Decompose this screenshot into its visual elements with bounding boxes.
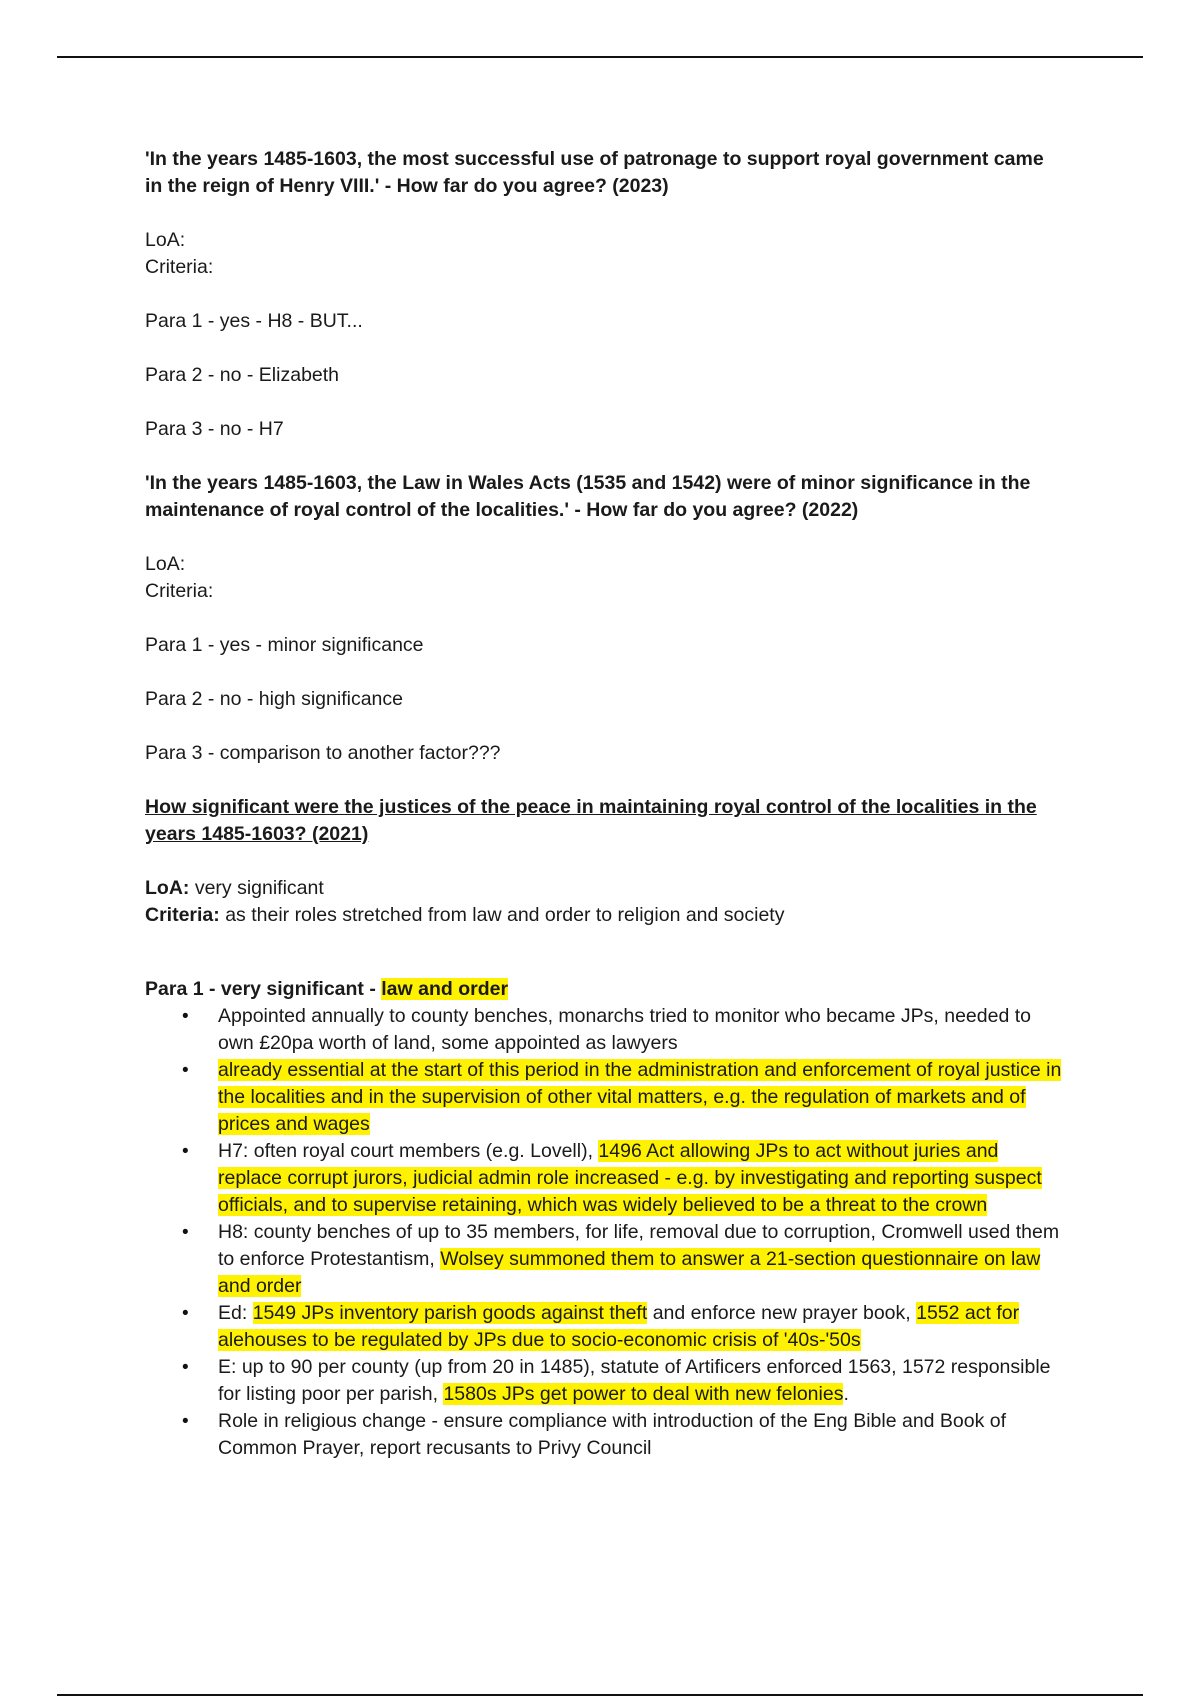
q2023-criteria: Criteria: (145, 256, 214, 278)
bullet-item (145, 1003, 1065, 1057)
bullet-highlight: already essential at the start of this period in the administration and enforcement of royal justice in the localities and in the supervision of other vital matters, e.g. the regulation of markets and of prices and wages (218, 1059, 1062, 1135)
bullet-highlight: 1549 JPs inventory parish goods against theft (252, 1302, 648, 1324)
q2021-criteria-label: Criteria: (145, 904, 220, 926)
q2022-para3: Para 3 - comparison to another factor??? (145, 742, 501, 764)
q2023-loa: LoA: (145, 229, 186, 251)
bullet-text: and enforce new prayer book, (647, 1302, 917, 1324)
document-body (145, 146, 1065, 1462)
q2023-para3: Para 3 - no - H7 (145, 418, 284, 440)
bullet-text: Appointed annually to county benches, monarchs tried to monitor who became JPs, needed to own £20pa worth of land, some appointed as lawyers (218, 1005, 1031, 1054)
para1-bullet-list (145, 1003, 1065, 1462)
q2021-para1-heading (145, 976, 1065, 1003)
bullet-highlight: 1580s JPs get power to deal with new felonies (443, 1383, 844, 1405)
bullet-item (145, 1408, 1065, 1462)
q2021-loa-value: very significant (189, 877, 324, 899)
bullet-highlight: Wolsey summoned them to answer a 21-section questionnaire on law and order (218, 1248, 1041, 1297)
q2022-criteria: Criteria: (145, 580, 214, 602)
q2023-para2: Para 2 - no - Elizabeth (145, 364, 340, 386)
bullet-text: E: up to 90 per county (up from 20 in 1485), statute of Artificers enforced 1563, 1572 responsible for listing poor per parish, (218, 1356, 1051, 1405)
q2023-para1: Para 1 - yes - H8 - BUT... (145, 310, 363, 332)
bullet-highlight: 1496 Act allowing JPs to act without juries and replace corrupt jurors, judicial admin role increased - e.g. by investigating and reporting suspect officials, and to supervise retaining, which was widely believed to be a threat to the crown (218, 1140, 1042, 1216)
bullet-text: . (843, 1383, 849, 1405)
bullet-item (145, 1057, 1065, 1138)
q2021-loa (145, 875, 1065, 902)
q2021-criteria (145, 902, 1065, 929)
bullet-highlight: 1552 act for alehouses to be regulated by JPs due to socio-economic crisis of '40s-'50s (218, 1302, 1020, 1351)
bullet-item (145, 1219, 1065, 1300)
q2022-para1: Para 1 - yes - minor significance (145, 634, 424, 656)
bullet-text: Role in religious change - ensure compliance with introduction of the Eng Bible and Book of Common Prayer, report recusants to Privy Council (218, 1410, 1007, 1459)
bottom-rule (57, 1694, 1143, 1696)
top-rule (57, 56, 1143, 58)
question-2021-title: How significant were the justices of the peace in maintaining royal control of the localities in the years 1485-1603? (2021) (145, 796, 1037, 845)
question-2022-title: 'In the years 1485-1603, the Law in Wales Acts (1535 and 1542) were of minor significance in the maintenance of royal control of the localities.' - How far do you agree? (2022) (145, 472, 1031, 521)
question-2023-title: 'In the years 1485-1603, the most successful use of patronage to support royal government came in the reign of Henry VIII.' - How far do you agree? (2023) (145, 148, 1044, 197)
q2022-loa: LoA: (145, 553, 186, 575)
bullet-item (145, 1354, 1065, 1408)
bullet-item (145, 1300, 1065, 1354)
para1-heading-highlight: law and order (381, 978, 509, 1000)
q2022-para2: Para 2 - no - high significance (145, 688, 403, 710)
bullet-text: Ed: (218, 1302, 253, 1324)
bullet-text: H7: often royal court members (e.g. Lovell), (218, 1140, 599, 1162)
bullet-text: H8: county benches of up to 35 members, for life, removal due to corruption, Cromwell used them to enforce Protestantism, (218, 1221, 1060, 1270)
q2021-criteria-value: as their roles stretched from law and order to religion and society (219, 904, 785, 926)
para1-heading-text: Para 1 - very significant - (145, 978, 382, 1000)
bullet-item (145, 1138, 1065, 1219)
q2021-loa-label: LoA: (145, 877, 190, 899)
